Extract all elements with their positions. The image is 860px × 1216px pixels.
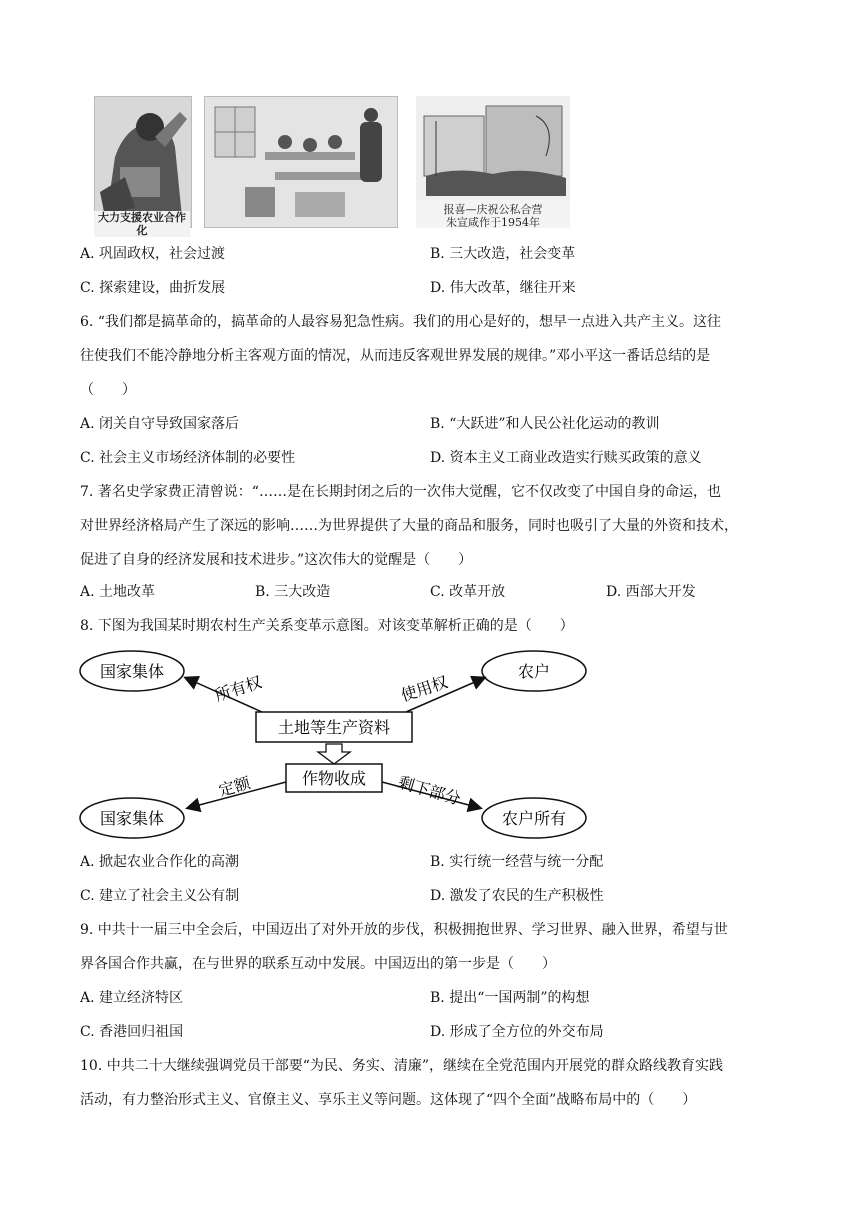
top-left-label: 国家集体: [99, 662, 165, 681]
q7-option-b: B. 三大改造: [255, 584, 331, 600]
q8-option-d: D. 激发了农民的生产积极性: [430, 888, 604, 904]
q6-option-d: D. 资本主义工商业改造实行赎买政策的意义: [430, 450, 702, 466]
q6-option-a: A. 闭关自守导致国家落后: [80, 416, 240, 432]
middle-box-label: 作物收成: [301, 769, 367, 788]
poster-image-agriculture: [94, 96, 192, 228]
top-right-label: 农户: [517, 662, 551, 681]
quota-label: 定额: [216, 773, 253, 801]
q8-stem-line1: 8. 下图为我国某时期农村生产关系变革示意图。对该变革解析正确的是（ ）: [80, 618, 574, 634]
celebration-caption-line2: 朱宣咸作于1954年: [446, 216, 540, 229]
q9-stem-line2: 界各国合作共赢，在与世界的联系互动中发展。中国迈出的第一步是（ ）: [80, 956, 556, 972]
ownership-label: 所有权: [212, 672, 265, 706]
bottom-right-label: 农户所有: [501, 809, 567, 828]
q6-stem-line1: 6. “我们都是搞革命的，搞革命的人最容易犯急性病。我们的用心是好的，想早一点进入共产主义。这往: [80, 314, 721, 330]
q5-option-a: A. 巩固政权，社会过渡: [80, 246, 226, 262]
q7-stem-line1: 7. 著名史学家费正清曾说：“……是在长期封闭之后的一次伟大觉醒，它不仅改变了中国自身的命运，也: [80, 484, 721, 500]
q7-option-d: D. 西部大开发: [606, 584, 696, 600]
q7-stem-line3: 促进了自身的经济发展和技术进步。”这次伟大的觉醒是（ ）: [80, 552, 473, 568]
q8-option-c: C. 建立了社会主义公有制: [80, 888, 240, 904]
q6-option-b: B. “大跃进”和人民公社化运动的教训: [430, 416, 660, 432]
q6-stem-line2: 往使我们不能冷静地分析主客观方面的情况，从而违反客观世界发展的规律。”邓小平这一番话总结的是: [80, 348, 711, 364]
q9-option-c: C. 香港回归祖国: [80, 1024, 184, 1040]
q10-stem-line2: 活动，有力整治形式主义、官僚主义、享乐主义等问题。这体现了“四个全面”战略布局中的（ ）: [80, 1092, 697, 1108]
q7-stem-line2: 对世界经济格局产生了深远的影响……为世界提供了大量的商品和服务，同时也吸引了大量的外资和技术，: [80, 518, 738, 534]
remainder-label: 剩下部分: [396, 772, 463, 809]
usage-right-label: 使用权: [398, 672, 451, 706]
q5-option-c: C. 探索建设，曲折发展: [80, 280, 226, 296]
q9-stem-line1: 9. 中共十一届三中全会后，中国迈出了对外开放的步伐，积极拥抱世界、学习世界、融入世界，希望与世: [80, 922, 728, 938]
q8-option-a: A. 掀起农业合作化的高潮: [80, 854, 240, 870]
q7-option-a: A. 土地改革: [80, 584, 156, 600]
q7-option-c: C. 改革开放: [430, 584, 506, 600]
down-arrow-icon: [318, 744, 350, 764]
q6-answer-bracket: （ ）: [80, 382, 136, 398]
workshop-image: [204, 96, 398, 228]
celebration-caption-line1: 报喜—庆祝公私合营: [443, 203, 543, 216]
q9-option-d: D. 形成了全方位的外交布局: [430, 1024, 604, 1040]
bottom-left-label: 国家集体: [99, 809, 165, 828]
q9-option-b: B. 提出“一国两制”的构想: [430, 990, 590, 1006]
production-relations-diagram: [76, 646, 596, 842]
poster-caption: 大力支援农业合作化: [94, 211, 190, 237]
q8-option-b: B. 实行统一经营与统一分配: [430, 854, 604, 870]
q5-option-b: B. 三大改造，社会变革: [430, 246, 576, 262]
q10-stem-line1: 10. 中共二十大继续强调党员干部要“为民、务实、清廉”，继续在全党范围内开展党的群众路线教育实践: [80, 1058, 724, 1074]
q6-option-c: C. 社会主义市场经济体制的必要性: [80, 450, 296, 466]
q5-option-d: D. 伟大改革，继往开来: [430, 280, 576, 296]
center-box-label: 土地等生产资料: [277, 718, 391, 737]
q9-option-a: A. 建立经济特区: [80, 990, 184, 1006]
